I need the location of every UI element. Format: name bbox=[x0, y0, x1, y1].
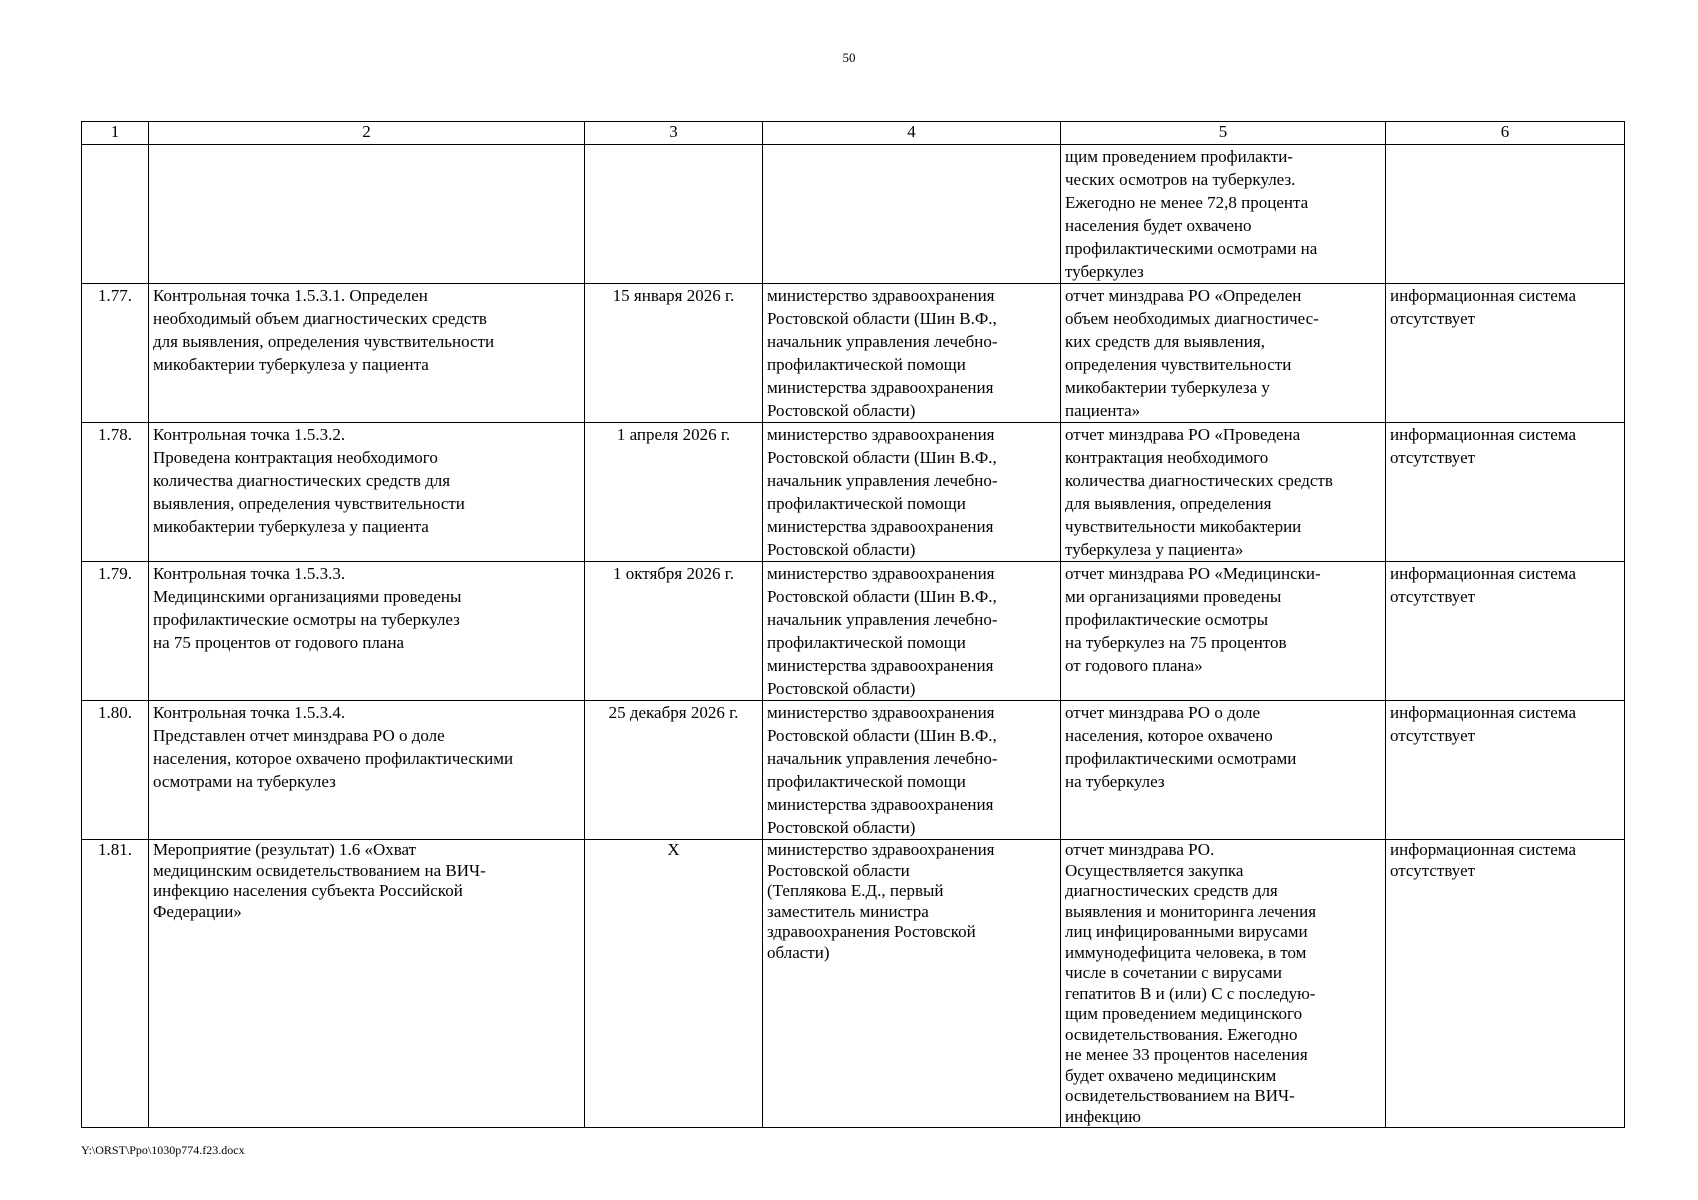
row-number-cell: 1.79. bbox=[82, 562, 149, 701]
table-row bbox=[82, 701, 1625, 840]
table-row bbox=[82, 562, 1625, 701]
table-row bbox=[82, 145, 1625, 284]
due-date-cell: 1 октября 2026 г. bbox=[585, 562, 763, 701]
due-date-cell: 25 декабря 2026 г. bbox=[585, 701, 763, 840]
plan-table bbox=[81, 121, 1625, 1128]
info-system-cell: информационная система отсутствует bbox=[1386, 840, 1625, 1128]
item-name-cell: Контрольная точка 1.5.3.3. Медицинскими организациями проведены профилактические осмотры на туберкулез на 75 процентов от годового плана bbox=[149, 562, 585, 701]
column-header: 5 bbox=[1061, 122, 1386, 145]
item-name-cell: Мероприятие (результат) 1.6 «Охват медицинским освидетельствованием на ВИЧ- инфекцию населения субъекта Российской Федерации» bbox=[149, 840, 585, 1128]
row-number-cell: 1.81. bbox=[82, 840, 149, 1128]
responsible-cell: министерство здравоохранения Ростовской области (Шин В.Ф., начальник управления лечебно- профилактической помощи министерства здравоохранения Ростовской области) bbox=[763, 701, 1061, 840]
result-cell: отчет минздрава РО «Медицински- ми организациями проведены профилактические осмотры на туберкулез на 75 процентов от годового плана» bbox=[1061, 562, 1386, 701]
info-system-cell bbox=[1386, 145, 1625, 284]
item-name-cell: Контрольная точка 1.5.3.2. Проведена контрактация необходимого количества диагностических средств для выявления, определения чувствительности микобактерии туберкулеза у пациента bbox=[149, 423, 585, 562]
item-name-cell bbox=[149, 145, 585, 284]
item-name-cell: Контрольная точка 1.5.3.4. Представлен отчет минздрава РО о доле населения, которое охвачено профилактическими осмотрами на туберкулез bbox=[149, 701, 585, 840]
info-system-cell: информационная система отсутствует bbox=[1386, 423, 1625, 562]
due-date-cell: Х bbox=[585, 840, 763, 1128]
result-cell: отчет минздрава РО «Проведена контрактация необходимого количества диагностических средств для выявления, определения чувствительности микобактерии туберкулеза у пациента» bbox=[1061, 423, 1386, 562]
row-number-cell bbox=[82, 145, 149, 284]
column-header: 4 bbox=[763, 122, 1061, 145]
result-cell: отчет минздрава РО «Определен объем необходимых диагностичес- ких средств для выявления, определения чувствительности микобактерии туберкулеза у пациента» bbox=[1061, 284, 1386, 423]
column-header: 2 bbox=[149, 122, 585, 145]
table-row bbox=[82, 423, 1625, 562]
column-header: 1 bbox=[82, 122, 149, 145]
result-cell: щим проведением профилакти- ческих осмотров на туберкулез. Ежегодно не менее 72,8 процента населения будет охвачено профилактическими осмотрами на туберкулез bbox=[1061, 145, 1386, 284]
table-header-row bbox=[82, 122, 1625, 145]
row-number-cell: 1.77. bbox=[82, 284, 149, 423]
result-cell: отчет минздрава РО. Осуществляется закупка диагностических средств для выявления и мониторинга лечения лиц инфицированными вирусами иммунодефицита человека, в том числе в сочетании с вирусами гепатитов В и (или) С с последую- щим проведением медицинского освидетельствования. Ежегодно не менее 33 процентов населения будет охвачено медицинским освидетельствованием на ВИЧ- инфекцию bbox=[1061, 840, 1386, 1128]
due-date-cell: 1 апреля 2026 г. bbox=[585, 423, 763, 562]
page-number: 50 bbox=[842, 50, 856, 65]
responsible-cell bbox=[763, 145, 1061, 284]
due-date-cell bbox=[585, 145, 763, 284]
file-path-footer: Y:\ORST\Ppo\1030p774.f23.docx bbox=[81, 1143, 245, 1157]
info-system-cell: информационная система отсутствует bbox=[1386, 562, 1625, 701]
table-row bbox=[82, 284, 1625, 423]
column-header: 6 bbox=[1386, 122, 1625, 145]
table-row bbox=[82, 840, 1625, 1128]
info-system-cell: информационная система отсутствует bbox=[1386, 284, 1625, 423]
info-system-cell: информационная система отсутствует bbox=[1386, 701, 1625, 840]
row-number-cell: 1.78. bbox=[82, 423, 149, 562]
result-cell: отчет минздрава РО о доле населения, которое охвачено профилактическими осмотрами на туберкулез bbox=[1061, 701, 1386, 840]
item-name-cell: Контрольная точка 1.5.3.1. Определен необходимый объем диагностических средств для выявления, определения чувствительности микобактерии туберкулеза у пациента bbox=[149, 284, 585, 423]
responsible-cell: министерство здравоохранения Ростовской области (Шин В.Ф., начальник управления лечебно- профилактической помощи министерства здравоохранения Ростовской области) bbox=[763, 284, 1061, 423]
due-date-cell: 15 января 2026 г. bbox=[585, 284, 763, 423]
responsible-cell: министерство здравоохранения Ростовской области (Теплякова Е.Д., первый заместитель министра здравоохранения Ростовской области) bbox=[763, 840, 1061, 1128]
responsible-cell: министерство здравоохранения Ростовской области (Шин В.Ф., начальник управления лечебно- профилактической помощи министерства здравоохранения Ростовской области) bbox=[763, 562, 1061, 701]
column-header: 3 bbox=[585, 122, 763, 145]
responsible-cell: министерство здравоохранения Ростовской области (Шин В.Ф., начальник управления лечебно- профилактической помощи министерства здравоохранения Ростовской области) bbox=[763, 423, 1061, 562]
row-number-cell: 1.80. bbox=[82, 701, 149, 840]
